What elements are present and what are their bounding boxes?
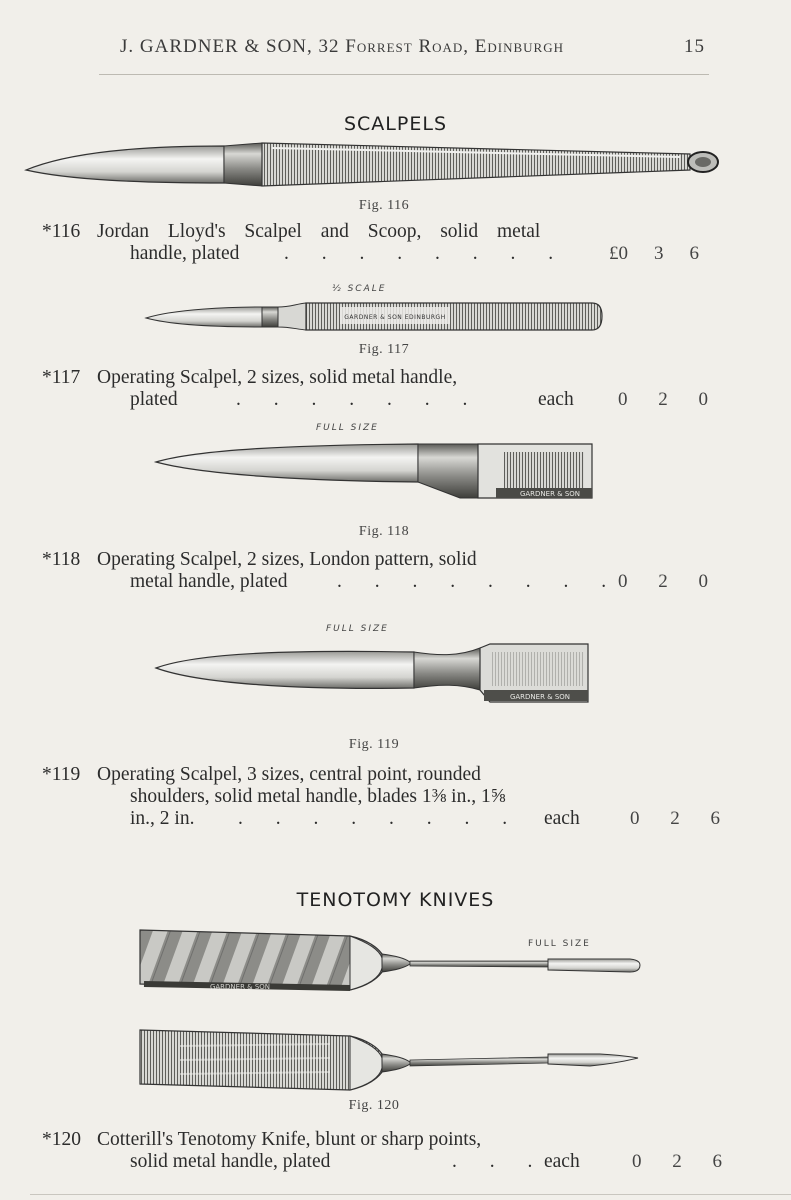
page-number: 15 [684, 36, 705, 57]
price-pounds: 0 [630, 808, 640, 829]
entry-116-description-cont: handle, plated [130, 243, 240, 264]
price-pence: 6 [712, 1151, 722, 1172]
size-note-118: FULL SIZE [316, 423, 379, 433]
engraving-119: GARDNER & SON [509, 693, 571, 701]
entry-117-leader-dots: . . . . . . . [236, 389, 482, 410]
entry-120-description-cont: solid metal handle, plated [130, 1151, 331, 1172]
figure-116-caption: Fig. 116 [358, 198, 410, 213]
price-pence: 0 [698, 571, 708, 592]
footer-rule [30, 1194, 791, 1195]
size-note-119: FULL SIZE [326, 624, 389, 634]
price-shillings: 2 [658, 571, 668, 592]
figure-120-caption: Fig. 120 [348, 1098, 400, 1113]
price-pence: 0 [698, 389, 708, 410]
entry-118-number: *118 [42, 549, 81, 570]
entry-117-description: Operating Scalpel, 2 sizes, solid metal handle, [97, 367, 458, 388]
figure-117-caption: Fig. 117 [358, 342, 410, 357]
entry-120-leader-dots: . . . [452, 1151, 547, 1172]
entry-116-description: Jordan Lloyd's Scalpel and Scoop, solid metal [97, 221, 541, 242]
entry-119-unit: each [544, 808, 580, 829]
figure-118-caption: Fig. 118 [358, 524, 410, 539]
figure-119-caption: Fig. 119 [348, 737, 400, 752]
size-note-120: FULL SIZE [528, 939, 591, 949]
entry-120-number: *120 [42, 1129, 81, 1150]
price-shillings: 3 [654, 243, 664, 264]
entry-116-number: *116 [42, 221, 81, 242]
section-heading-tenotomy: TENOTOMY KNIVES [296, 889, 495, 911]
price-pounds: 0 [618, 389, 628, 410]
entry-118-description-cont: metal handle, plated [130, 571, 288, 592]
engraving-117: GARDNER & SON EDINBURGH [344, 314, 446, 321]
entry-116-leader-dots: . . . . . . . . [284, 243, 568, 264]
entry-118-leader-dots: . . . . . . . . [337, 571, 621, 592]
entry-119-description-cont2: in., 2 in. [130, 808, 195, 829]
price-pounds: 0 [618, 571, 628, 592]
price-pence: 6 [710, 808, 720, 829]
entry-120-description: Cotterill's Tenotomy Knife, blunt or sharp points, [97, 1129, 482, 1150]
price-pounds: £0 [609, 243, 628, 264]
entry-119-number: *119 [42, 764, 81, 785]
price-shillings: 2 [658, 389, 668, 410]
entry-119-leader-dots: . . . . . . . . [238, 808, 522, 829]
engraving-118: GARDNER & SON [519, 490, 581, 498]
entry-120-price [632, 1151, 722, 1173]
entry-119-description-cont: shoulders, solid metal handle, blades 1⅜ in., 1⅝ [130, 786, 506, 807]
entry-118-description: Operating Scalpel, 2 sizes, London pattern, solid [97, 549, 477, 570]
price-shillings: 2 [672, 1151, 682, 1172]
price-pence: 6 [689, 243, 699, 264]
entry-119-description: Operating Scalpel, 3 sizes, central point, rounded [97, 764, 481, 785]
publisher: J. GARDNER & SON, 32 Forrest Road, Edinburgh [120, 36, 564, 57]
entry-120-unit: each [544, 1151, 580, 1172]
scale-note-117: ½ SCALE [332, 284, 387, 294]
price-pounds: 0 [632, 1151, 642, 1172]
price-shillings: 2 [670, 808, 680, 829]
entry-117-description-cont: plated [130, 389, 178, 410]
entry-117-unit: each [538, 389, 574, 410]
engraving-120: GARDNER & SON [209, 983, 271, 991]
address: Forrest Road, Edinburgh [345, 36, 564, 57]
entry-117-number: *117 [42, 367, 81, 388]
section-heading-scalpels: SCALPELS [343, 113, 448, 135]
